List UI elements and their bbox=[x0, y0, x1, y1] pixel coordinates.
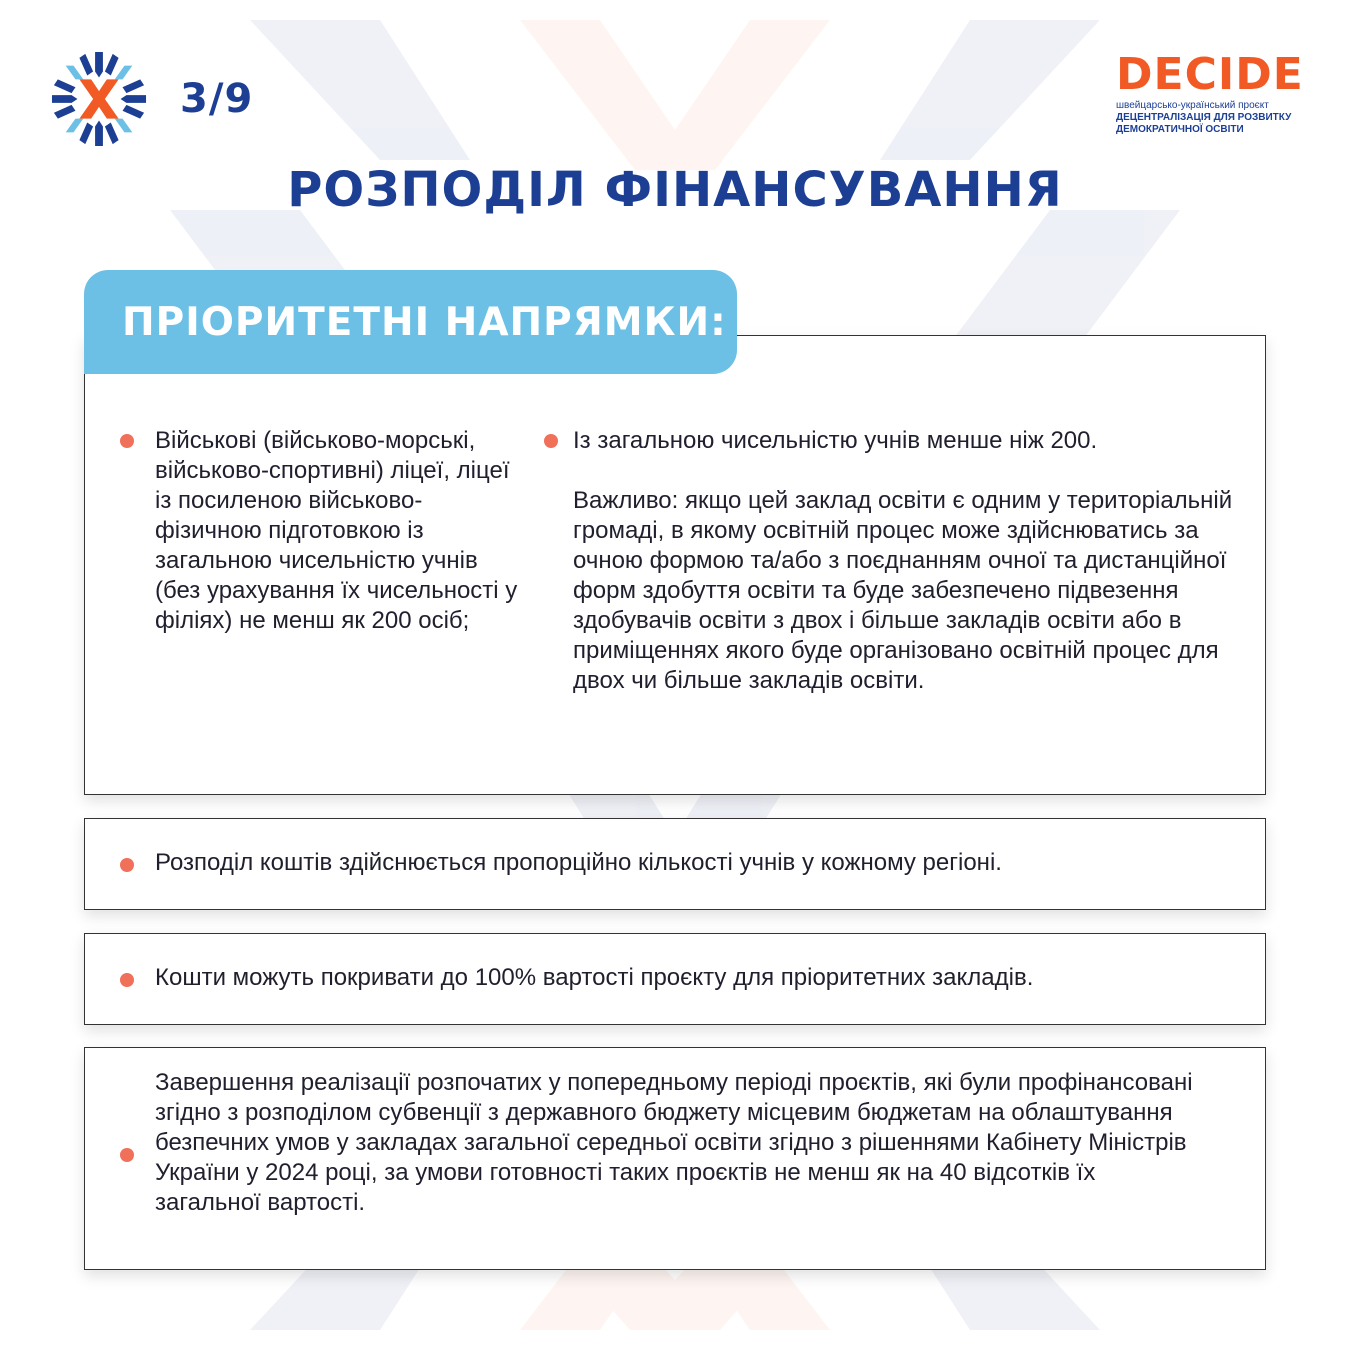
info-card bbox=[84, 1047, 1266, 1270]
brand-name: DECIDE bbox=[1116, 49, 1304, 100]
priority-heading-tab bbox=[84, 270, 737, 374]
brand-subtitle-line1: швейцарсько-український проєкт bbox=[1116, 100, 1269, 111]
info-card bbox=[84, 818, 1266, 910]
bullet-icon bbox=[120, 434, 134, 448]
brand-logo bbox=[1116, 50, 1316, 136]
priority-right-column bbox=[573, 426, 1238, 696]
info-card bbox=[84, 933, 1266, 1025]
snowflake-ornament-icon bbox=[50, 50, 148, 148]
priority-left-column bbox=[155, 426, 525, 636]
bullet-icon bbox=[120, 1148, 134, 1162]
priority-heading: ПРІОРИТЕТНІ НАПРЯМКИ: bbox=[122, 299, 727, 345]
info-card-text: Кошти можуть покривати до 100% вартості проєкту для пріоритетних закладів. bbox=[155, 964, 1034, 991]
page-title: РОЗПОДІЛ ФІНАНСУВАННЯ bbox=[287, 162, 1063, 218]
priority-right-note: Важливо: якщо цей заклад освіти є одним у територіальній громаді, в якому освітній процес може здійснюватись за очною формою та/або з поєднанням очної та дистанційної форм здобуття освіти та буде забезпечено підвезення здобувачів освіти з двох і більше закладів освіти або в приміщеннях якого буде організовано освітній процес для двох чи більше закладів освіти. bbox=[573, 487, 1233, 694]
info-card-text: Завершення реалізації розпочатих у попередньому періоді проєктів, які були профінансовані згідно з розподілом субвенції з державного бюджету місцевим бюджетам на облаштування безпечних умов у закладах загальної середньої освіти згідно з рішеннями Кабінету Міністрів України у 2024 році, за умови готовності таких проєктів не менш як на 40 відсотків їх загальної вартості. bbox=[155, 1069, 1193, 1216]
page-indicator: 3/9 bbox=[180, 76, 254, 122]
brand-subtitle-line2: ДЕЦЕНТРАЛІЗАЦІЯ ДЛЯ РОЗВИТКУ bbox=[1116, 112, 1292, 123]
bullet-icon bbox=[544, 434, 558, 448]
bullet-icon bbox=[120, 858, 134, 872]
priority-left-item: Військові (військово-морські, військово-спортивні) ліцеї, ліцеї із посиленою військово-фізичною підготовкою із загальною чисельністю учнів (без урахування їх чисельності у філіях) не менш як 200 осіб; bbox=[155, 427, 518, 634]
priority-card bbox=[84, 335, 1266, 795]
priority-right-item: Із загальною чисельністю учнів менше ніж 200. bbox=[573, 427, 1098, 454]
brand-subtitle-line3: ДЕМОКРАТИЧНОЇ ОСВІТИ bbox=[1116, 124, 1244, 135]
bullet-icon bbox=[120, 973, 134, 987]
info-card-text: Розподіл коштів здійснюється пропорційно кількості учнів у кожному регіоні. bbox=[155, 849, 1002, 876]
